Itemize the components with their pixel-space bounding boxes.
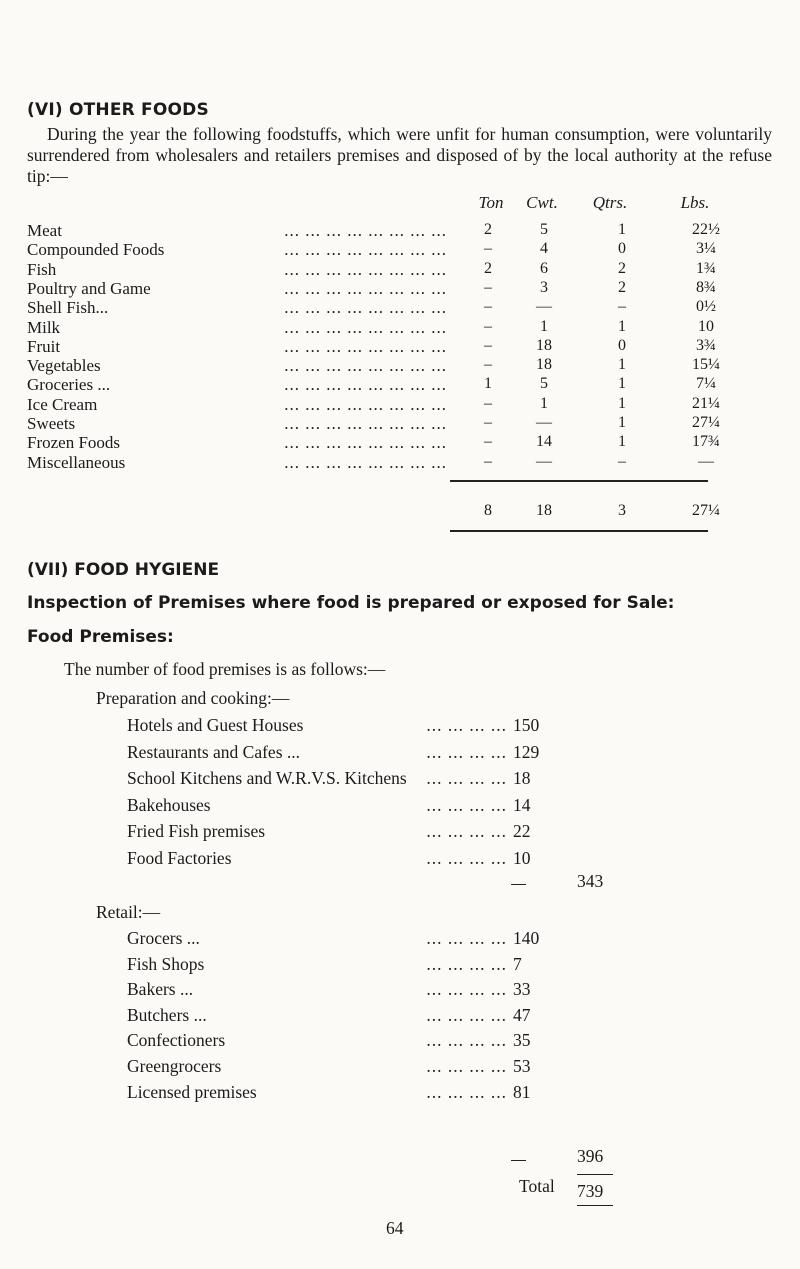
table-row xyxy=(27,356,772,374)
total-lbs: 27¼ xyxy=(692,502,720,519)
list-item xyxy=(127,742,587,762)
row-lbs: — xyxy=(698,452,714,470)
leader-dots: ... ... ... ... xyxy=(426,1004,507,1025)
leader-dots: ... ... ... ... xyxy=(426,1056,507,1076)
list-item xyxy=(127,928,587,948)
list-item-value: 150 xyxy=(513,715,540,735)
row-qtrs: 1 xyxy=(618,394,626,412)
grand-total-label: Total xyxy=(519,1176,555,1196)
col-header-lbs: Lbs. xyxy=(680,193,710,212)
prep-subtotal: 343 xyxy=(577,871,604,891)
list-item-label: School Kitchens and W.R.V.S. Kitchens xyxy=(127,768,407,788)
leader-dots: ... ... ... ... xyxy=(426,821,507,841)
table-row xyxy=(27,221,772,239)
row-qtrs: 1 xyxy=(618,375,626,393)
row-qtrs: 1 xyxy=(618,317,626,335)
list-item-value: 129 xyxy=(513,741,540,762)
table-total-row xyxy=(27,502,772,520)
row-ton: 1 xyxy=(484,375,492,393)
table-row xyxy=(27,279,772,297)
page-number: 64 xyxy=(386,1218,404,1238)
prep-heading: Preparation and cooking:— xyxy=(96,688,290,708)
row-label: Meat xyxy=(27,221,62,240)
row-lbs: 8¾ xyxy=(696,278,716,296)
row-qtrs: 1 xyxy=(618,356,626,374)
row-lbs: 10 xyxy=(698,317,714,335)
row-qtrs: – xyxy=(618,298,626,316)
leader-dots: ... ... ... ... ... ... ... ... xyxy=(284,414,447,433)
row-cwt: 1 xyxy=(540,317,548,335)
list-item-value: 35 xyxy=(513,1030,531,1051)
row-cwt: 18 xyxy=(536,356,552,374)
leader-dots: ... ... ... ... ... ... ... ... xyxy=(284,394,447,414)
leader-dots: ... ... ... ... ... ... ... ... xyxy=(284,356,447,376)
list-item-value: 140 xyxy=(513,928,540,948)
list-item-value: 10 xyxy=(513,847,531,868)
row-lbs: 21¼ xyxy=(692,394,720,412)
list-item-value: 47 xyxy=(513,1004,531,1025)
row-qtrs: 0 xyxy=(618,336,626,354)
leader-dots: ... ... ... ... ... ... ... ... xyxy=(284,298,447,318)
row-ton: 2 xyxy=(484,221,492,238)
list-item-label: Hotels and Guest Houses xyxy=(127,715,304,735)
row-label: Sweets xyxy=(27,414,76,433)
row-cwt: 3 xyxy=(540,278,548,296)
row-lbs: 3¼ xyxy=(696,240,716,258)
list-item xyxy=(127,821,587,841)
list-item xyxy=(127,848,587,868)
table-row xyxy=(27,260,772,278)
list-item-label: Licensed premises xyxy=(127,1081,257,1102)
table-rule-bottom xyxy=(450,530,708,532)
list-item xyxy=(127,715,587,735)
row-cwt: 18 xyxy=(536,336,552,354)
section-heading-other-foods: (VI) OTHER FOODS xyxy=(27,100,209,120)
row-qtrs: 2 xyxy=(618,259,626,277)
row-qtrs: – xyxy=(618,452,626,470)
prep-dash xyxy=(511,884,526,885)
col-header-cwt: Cwt. xyxy=(526,193,558,212)
col-header-qtrs: Qtrs. xyxy=(592,193,628,212)
row-ton: – xyxy=(484,240,492,258)
leader-dots: ... ... ... ... ... ... ... ... xyxy=(284,317,447,337)
row-lbs: 22½ xyxy=(692,221,720,238)
row-ton: – xyxy=(484,317,492,335)
table-row xyxy=(27,375,772,393)
retail-heading: Retail:— xyxy=(96,902,161,922)
list-item-value: 14 xyxy=(513,794,531,815)
row-ton: – xyxy=(484,394,492,412)
row-label: Miscellaneous xyxy=(27,452,126,472)
leader-dots: ... ... ... ... ... ... ... ... xyxy=(284,240,447,260)
leader-dots: ... ... ... ... ... ... ... ... xyxy=(284,433,447,453)
list-item xyxy=(127,1030,587,1050)
row-label: Vegetables xyxy=(27,356,101,376)
list-item-value: 81 xyxy=(513,1081,531,1102)
row-ton: – xyxy=(484,336,492,354)
inspection-subheading: Inspection of Premises where food is prepared or exposed for Sale: xyxy=(27,593,675,613)
other-foods-intro: During the year the following foodstuffs, which were unfit for human consumption, were voluntarily surrendered from wholesalers and retailers premises and disposed of by the local authority at the refuse tip:— xyxy=(27,124,772,186)
row-lbs: 1¾ xyxy=(696,259,716,277)
leader-dots: ... ... ... ... ... ... ... ... xyxy=(284,452,447,472)
row-cwt: 1 xyxy=(540,394,548,412)
row-ton: – xyxy=(484,433,492,451)
list-item-label: Food Factories xyxy=(127,847,232,868)
food-premises-heading: Food Premises: xyxy=(27,627,174,647)
row-label: Milk xyxy=(27,317,61,337)
row-qtrs: 1 xyxy=(618,221,626,238)
retail-subtotal: 396 xyxy=(577,1146,604,1166)
total-qtrs: 3 xyxy=(618,502,626,519)
row-cwt: — xyxy=(536,414,552,431)
row-lbs: 7¼ xyxy=(696,375,716,393)
premises-intro: The number of food premises is as follows:— xyxy=(64,659,386,679)
table-row xyxy=(27,453,772,471)
table-rule-top xyxy=(450,480,708,482)
grand-total-value: 739 xyxy=(577,1181,604,1201)
retail-dash xyxy=(511,1160,526,1161)
list-item xyxy=(127,1005,587,1025)
list-item-value: 18 xyxy=(513,768,531,788)
row-cwt: 6 xyxy=(540,259,548,277)
row-label: Fish xyxy=(27,259,57,279)
total-rule-bottom xyxy=(577,1205,613,1206)
row-label: Frozen Foods xyxy=(27,433,121,453)
row-ton: – xyxy=(484,452,492,470)
leader-dots: ... ... ... ... xyxy=(426,741,507,762)
row-lbs: 17¾ xyxy=(692,433,720,451)
row-ton: – xyxy=(484,356,492,374)
list-item-label: Fried Fish premises xyxy=(127,821,266,841)
list-item-label: Grocers ... xyxy=(127,928,200,948)
total-rule-top xyxy=(577,1174,613,1175)
list-item xyxy=(127,1056,587,1076)
leader-dots: ... ... ... ... ... ... ... ... xyxy=(284,221,447,240)
row-label: Shell Fish... xyxy=(27,298,109,318)
list-item-label: Butchers ... xyxy=(127,1004,207,1025)
leader-dots: ... ... ... ... ... ... ... ... xyxy=(284,278,447,298)
leader-dots: ... ... ... ... xyxy=(426,794,507,815)
table-row xyxy=(27,240,772,258)
table-row xyxy=(27,395,772,413)
row-ton: 2 xyxy=(484,259,492,277)
list-item-value: 7 xyxy=(513,953,522,974)
row-lbs: 27¼ xyxy=(692,414,720,431)
row-cwt: 14 xyxy=(536,433,552,451)
row-ton: – xyxy=(484,278,492,296)
list-item-label: Bakers ... xyxy=(127,979,194,1000)
leader-dots: ... ... ... ... xyxy=(426,953,507,974)
row-lbs: 15¼ xyxy=(692,356,720,374)
leader-dots: ... ... ... ... xyxy=(426,928,507,948)
row-label: Fruit xyxy=(27,336,61,356)
list-item-value: 22 xyxy=(513,821,531,841)
row-lbs: 3¾ xyxy=(696,336,716,354)
list-item-value: 33 xyxy=(513,979,531,1000)
row-qtrs: 0 xyxy=(618,240,626,258)
list-item-value: 53 xyxy=(513,1056,531,1076)
list-item xyxy=(127,768,587,788)
total-ton: 8 xyxy=(484,502,492,519)
section-heading-food-hygiene: (VII) FOOD HYGIENE xyxy=(27,560,220,580)
list-item-label: Fish Shops xyxy=(127,953,205,974)
row-ton: – xyxy=(484,414,492,431)
list-item-label: Restaurants and Cafes ... xyxy=(127,741,301,762)
table-row xyxy=(27,337,772,355)
row-qtrs: 1 xyxy=(618,433,626,451)
leader-dots: ... ... ... ... xyxy=(426,847,507,868)
list-item-label: Greengrocers xyxy=(127,1056,222,1076)
list-item xyxy=(127,979,587,999)
table-row xyxy=(27,414,772,432)
list-item xyxy=(127,1082,587,1102)
row-ton: – xyxy=(484,298,492,316)
list-item-label: Bakehouses xyxy=(127,794,211,815)
total-cwt: 18 xyxy=(536,502,552,519)
leader-dots: ... ... ... ... xyxy=(426,768,507,788)
leader-dots: ... ... ... ... xyxy=(426,1081,507,1102)
row-label: Groceries ... xyxy=(27,375,111,395)
leader-dots: ... ... ... ... xyxy=(426,1030,507,1051)
list-item-label: Confectioners xyxy=(127,1030,226,1051)
row-lbs: 0½ xyxy=(696,298,716,316)
table-row xyxy=(27,318,772,336)
row-cwt: 5 xyxy=(540,221,548,238)
col-header-ton: Ton xyxy=(478,193,504,212)
leader-dots: ... ... ... ... xyxy=(426,979,507,1000)
list-item xyxy=(127,795,587,815)
leader-dots: ... ... ... ... ... ... ... ... xyxy=(284,375,447,395)
row-label: Poultry and Game xyxy=(27,278,151,298)
row-label: Ice Cream xyxy=(27,394,98,414)
table-row xyxy=(27,298,772,316)
leader-dots: ... ... ... ... xyxy=(426,715,507,735)
row-cwt: 5 xyxy=(540,375,548,393)
row-qtrs: 2 xyxy=(618,278,626,296)
row-label: Compounded Foods xyxy=(27,240,165,260)
row-qtrs: 1 xyxy=(618,414,626,431)
row-cwt: — xyxy=(536,298,552,316)
leader-dots: ... ... ... ... ... ... ... ... xyxy=(284,336,447,356)
list-item xyxy=(127,954,587,974)
table-row xyxy=(27,433,772,451)
leader-dots: ... ... ... ... ... ... ... ... xyxy=(284,259,447,279)
row-cwt: 4 xyxy=(540,240,548,258)
row-cwt: — xyxy=(536,452,552,470)
